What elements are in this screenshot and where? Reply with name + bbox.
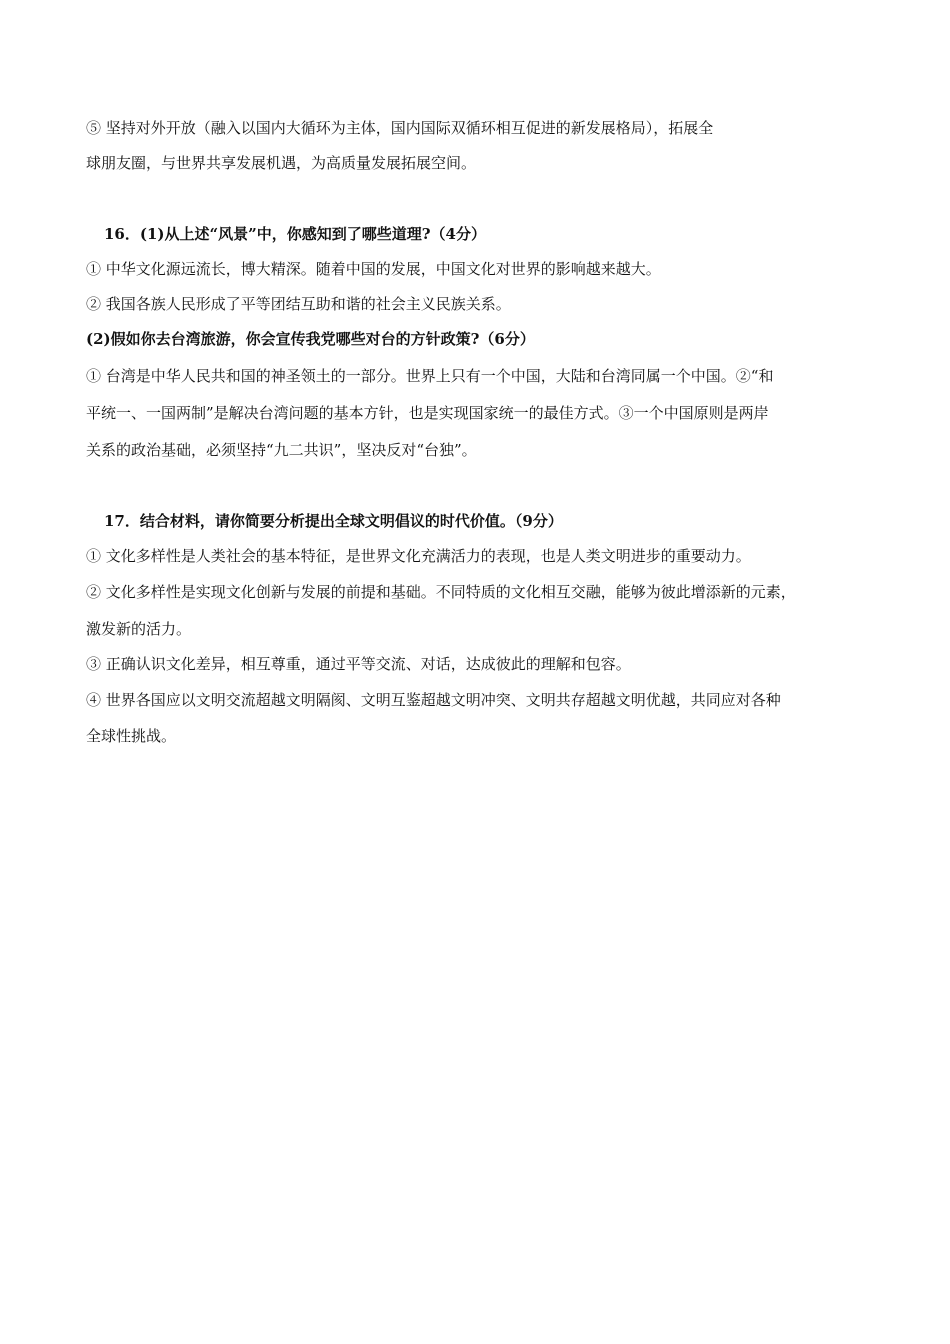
q16-part1-answer-2: ② 我国各族人民形成了平等团结互助和谐的社会主义民族关系。 xyxy=(86,295,511,313)
point5-line1: ⑤ 坚持对外开放（融入以国内大循环为主体，国内国际双循环相互促进的新发展格局），拓展全 xyxy=(86,119,714,137)
q17-answer-line6: 全球性挑战。 xyxy=(86,727,177,745)
q17-answer-line3: 激发新的活力。 xyxy=(86,620,192,638)
q16-part1-answer-1: ① 中华文化源远流长，博大精深。随着中国的发展，中国文化对世界的影响越来越大。 xyxy=(86,260,661,278)
q16-part2-title: (2)假如你去台湾旅游，你会宣传我党哪些对台的方针政策?（6分） xyxy=(86,330,535,348)
q16-part2-answer-line1: ① 台湾是中华人民共和国的神圣领土的一部分。世界上只有一个中国，大陆和台湾同属一个中国。②“和 xyxy=(86,367,774,385)
q16-part2-answer-line2: 平统一、一国两制”是解决台湾问题的基本方针，也是实现国家统一的最佳方式。③一个中国原则是两岸 xyxy=(86,404,769,422)
q17-title: 17．结合材料，请你简要分析提出全球文明倡议的时代价值。（9分） xyxy=(104,512,563,530)
q17-answer-line1: ① 文化多样性是人类社会的基本特征，是世界文化充满活力的表现，也是人类文明进步的重要动力。 xyxy=(86,547,751,565)
q17-answer-line5: ④ 世界各国应以文明交流超越文明隔阂、文明互鉴超越文明冲突、文明共存超越文明优越，共同应对各种 xyxy=(86,691,781,709)
q17-answer-line2: ② 文化多样性是实现文化创新与发展的前提和基础。不同特质的文化相互交融，能够为彼此增添新的元素， xyxy=(86,583,796,601)
q17-answer-line4: ③ 正确认识文化差异，相互尊重，通过平等交流、对话，达成彼此的理解和包容。 xyxy=(86,655,631,673)
q16-part1-title: 16．(1)从上述“风景”中，你感知到了哪些道理?（4分） xyxy=(104,225,486,243)
q16-part2-answer-line3: 关系的政治基础，必须坚持“九二共识”，坚决反对“台独”。 xyxy=(86,441,477,459)
point5-line2: 球朋友圈，与世界共享发展机遇，为高质量发展拓展空间。 xyxy=(86,154,477,172)
